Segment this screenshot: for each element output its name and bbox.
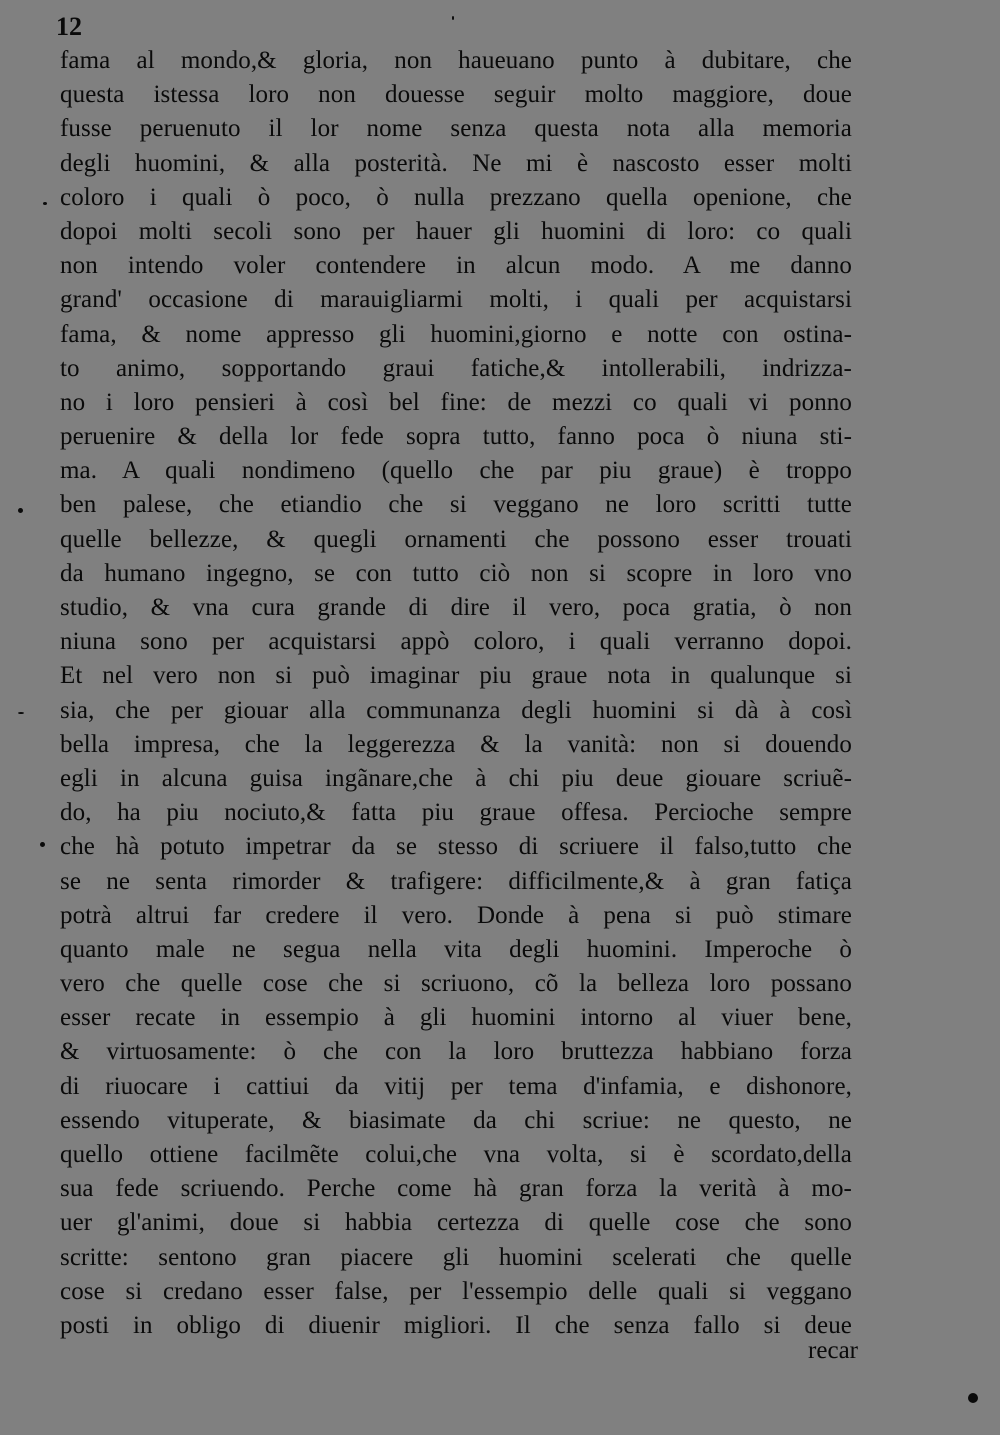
text-line: quanto male ne segua nella vita degli huomini. Imperoche ò (60, 935, 852, 963)
text-line: do, ha piu nociuto,& fatta piu graue offesa. Percioche sempre (60, 799, 852, 827)
text-line: non intendo voler contendere in alcun modo. A me danno (60, 252, 852, 280)
text-line: studio, & vna cura grande di dire il vero, poca gratia, ò non (60, 594, 852, 621)
text-line: dopoi molti secoli sono per hauer gli huomini di loro: co quali (60, 217, 852, 245)
text-line: essendo vituperate, & biasimate da chi scriue: ne questo, ne (60, 1106, 852, 1134)
text-line: scritte: sentono gran piacere gli huomini scelerati che quelle (60, 1243, 852, 1271)
text-line: di riuocare i cattiui da vitij per tema d'infamia, e dishonore, (60, 1072, 852, 1100)
text-line: peruenire & della lor fede sopra tutto, fanno poca ò niuna sti- (60, 423, 852, 451)
text-line: fusse peruenuto il lor nome senza questa nota alla memoria (60, 115, 852, 143)
text-line: posti in obligo di diuenir migliori. Il che senza fallo si deue (60, 1311, 852, 1339)
text-line: se ne senta rimorder & trafigere: difficilmente,& à gran fatiça (60, 867, 852, 895)
text-line: quello ottiene facilmẽte colui,che vna volta, si è scordato,della (60, 1141, 852, 1168)
text-line: coloro i quali ò poco, ò nulla prezzano quella openione, che (60, 183, 852, 211)
margin-speck (452, 16, 454, 20)
text-line: bella impresa, che la leggerezza & la vanità: non si douendo (60, 730, 852, 758)
text-line: grand' occasione di marauigliarmi molti, i quali per acquistarsi (60, 286, 852, 314)
text-line: degli huomini, & alla posterità. Ne mi è nascosto esser molti (60, 149, 852, 177)
margin-speck (968, 1393, 978, 1403)
body-text (60, 44, 852, 1343)
margin-speck (18, 508, 23, 513)
text-line: egli in alcuna guisa ingãnare,che à chi piu deue giouare scriuẽ- (60, 764, 852, 792)
text-line: fama al mondo,& gloria, non haueuano punto à dubitare, che (60, 47, 852, 74)
text-line: ben palese, che etiandio che si veggano ne loro scritti tutte (60, 491, 852, 519)
text-line: sua fede scriuendo. Perche come hà gran forza la verità à mo- (60, 1175, 852, 1203)
catchword: recar (808, 1337, 858, 1364)
text-line: Et nel vero non si può imaginar piu graue nota in qualunque si (60, 662, 852, 690)
margin-speck (40, 842, 45, 847)
margin-speck (43, 202, 47, 205)
text-line: no i loro pensieri à così bel fine: de mezzi co quali vi ponno (60, 388, 852, 416)
text-line: da humano ingegno, se con tutto ciò non si scopre in loro vno (60, 559, 852, 587)
text-line: vero che quelle cose che si scriuono, cõ la belleza loro possano (60, 970, 852, 998)
page-number: 12 (56, 12, 82, 41)
text-line: potrà altrui far credere il vero. Donde à pena si può stimare (60, 901, 852, 929)
text-line: ma. A quali nondimeno (quello che par piu graue) è troppo (60, 457, 852, 485)
text-line: uer gl'animi, doue si habbia certezza di quelle cose che sono (60, 1209, 852, 1237)
text-line: cose si credano esser false, per l'essempio delle quali si veggano (60, 1277, 852, 1305)
text-line: sia, che per giouar alla communanza degli huomini si dà à così (60, 696, 852, 724)
text-line: fama, & nome appresso gli huomini,giorno e notte con ostina- (60, 320, 852, 348)
text-line: esser recate in essempio à gli huomini intorno al viuer bene, (60, 1004, 852, 1032)
text-line: & virtuosamente: ò che con la loro bruttezza habbiano forza (60, 1038, 852, 1066)
text-line: questa istessa loro non douesse seguir molto maggiore, doue (60, 81, 852, 109)
text-line: quelle bellezze, & quegli ornamenti che possono esser trouati (60, 525, 852, 553)
text-line: che hà potuto impetrar da se stesso di scriuere il falso,tutto che (60, 833, 852, 861)
text-line: to animo, sopportando graui fatiche,& intollerabili, indrizza- (60, 354, 852, 382)
text-line: niuna sono per acquistarsi appò coloro, i quali verranno dopoi. (60, 628, 852, 656)
margin-speck (18, 712, 24, 714)
